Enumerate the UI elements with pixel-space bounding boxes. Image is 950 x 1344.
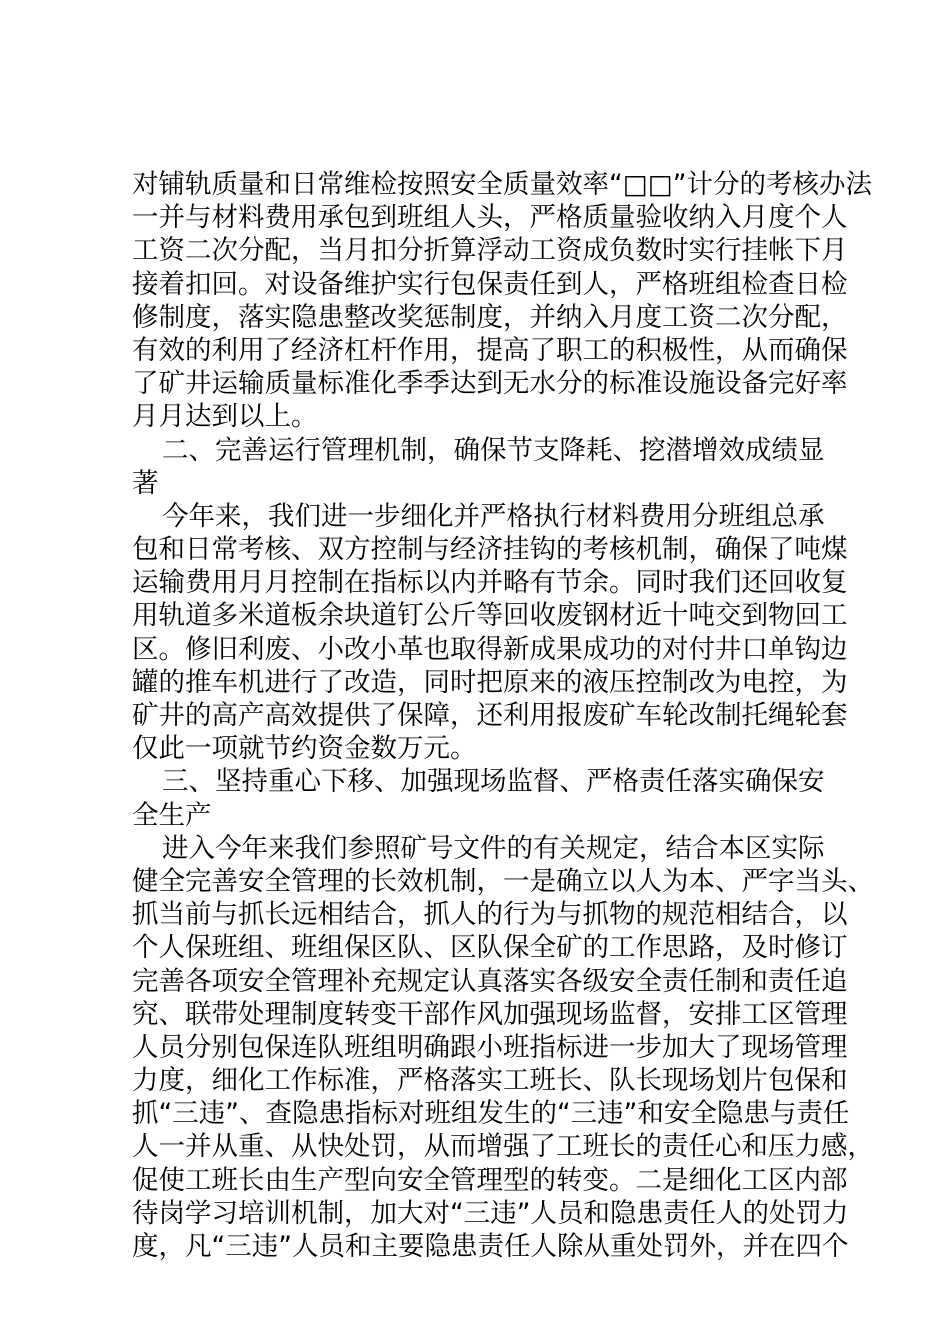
text-line: 接着扣回。对设备维护实行包保责任到人，严格班组检查日检	[132, 268, 848, 300]
text-line: 矿井的高产高效提供了保障，还利用报废矿车轮改制托绳轮套	[132, 700, 848, 731]
section-heading-3: 三、坚持重心下移、加强现场监督、严格责任落实确保安	[162, 766, 825, 798]
text-line: 度，凡“三违”人员和主要隐患责任人除从重处罚外，并在四个	[132, 1231, 849, 1262]
text-line: 人员分别包保连队班组明确跟小班指标进一步加大了现场管理	[132, 1031, 848, 1063]
text-line: 抓当前与抓长远相结合，抓人的行为与抓物的规范相结合，以	[132, 899, 848, 931]
text-line: 仅此一项就节约资金数万元。	[132, 733, 477, 765]
text-line: 健全完善安全管理的长效机制，一是确立以人为本、严字当头、	[132, 865, 874, 897]
text-line: 区。修旧利废、小改小革也取得新成果成功的对付井口单钩边	[132, 633, 848, 665]
section-heading-2-cont: 著	[132, 467, 159, 499]
text-line: 促使工班长由生产型向安全管理型的转变。二是细化工区内部	[132, 1164, 848, 1196]
text-line: 一并与材料费用承包到班组人头，严格质量验收纳入月度个人	[132, 202, 848, 234]
text-line: 究、联带处理制度转变干部作风加强现场监督，安排工区管理	[132, 998, 848, 1030]
text-line: 抓“三违”、查隐患指标对班组发生的“三违”和安全隐患与责任	[132, 1098, 850, 1130]
text-line: 修制度，落实隐患整改奖惩制度，并纳入月度工资二次分配，	[132, 301, 848, 333]
text-line: 包和日常考核、双方控制与经济挂钩的考核机制，确保了吨煤	[132, 534, 848, 566]
text-line: 了矿井运输质量标准化季季达到无水分的标准设施设备完好率	[132, 368, 848, 400]
text-line: 进入今年来我们参照矿号文件的有关规定，结合本区实际	[162, 832, 825, 864]
text-line: 有效的利用了经济杠杆作用，提高了职工的积极性，从而确保	[132, 334, 848, 366]
text-line: 工资二次分配，当月扣分折算浮动工资成负数时实行挂帐下月	[132, 235, 848, 267]
text-line: 今年来，我们进一步细化并严格执行材料费用分班组总承	[162, 500, 825, 532]
text-line: 月月达到以上。	[132, 401, 318, 433]
text-line: 力度，细化工作标准，严格落实工班长、队长现场划片包保和	[132, 1065, 848, 1097]
text-line: 用轨道多米道板余块道钉公斤等回收废钢材近十吨交到物回工	[132, 600, 848, 632]
document-body	[132, 168, 874, 1263]
text-line: 待岗学习培训机制，加大对“三违”人员和隐患责任人的处罚力	[132, 1197, 849, 1229]
section-heading-3-cont: 全生产	[132, 799, 212, 831]
text-line: 完善各项安全管理补充规定认真落实各级安全责任制和责任追	[132, 965, 848, 997]
text-line: 运输费用月月控制在指标以内并略有节余。同时我们还回收复	[132, 567, 848, 599]
text-line: 对铺轨质量和日常维检按照安全质量效率“□□”计分的考核办法	[132, 169, 873, 200]
section-heading-2: 二、完善运行管理机制，确保节支降耗、挖潜增效成绩显	[162, 434, 825, 466]
text-line: 人一并从重、从快处罚，从而增强了工班长的责任心和压力感，	[132, 1131, 874, 1163]
text-line: 个人保班组、班组保区队、区队保全矿的工作思路，及时修订	[132, 932, 848, 964]
text-line: 罐的推车机进行了改造，同时把原来的液压控制改为电控，为	[132, 666, 848, 698]
